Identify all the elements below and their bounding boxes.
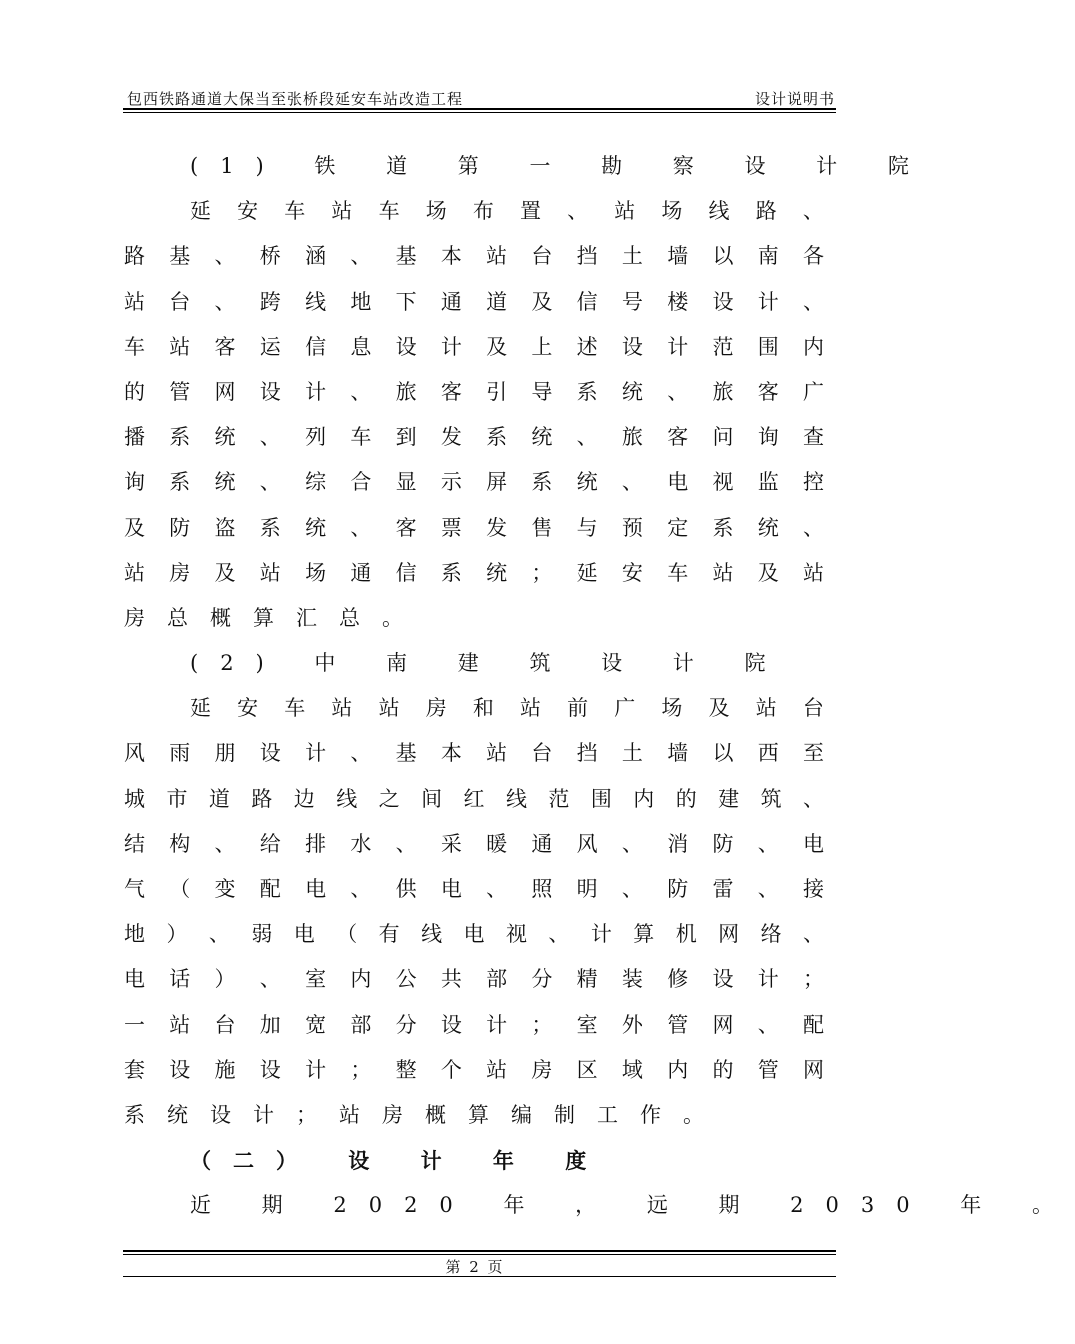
text-line-content: (1) 铁 道 第 一 勘 察 设 计 院 bbox=[190, 154, 931, 178]
text-line bbox=[124, 912, 824, 957]
text-line-content: 电 话 ） 、 室 内 公 共 部 分 精 装 修 设 计 ； bbox=[124, 967, 824, 992]
header-doc-type: 设计说明书 bbox=[754, 90, 835, 108]
text-line-content: 路 基 、 桥 涵 、 基 本 站 台 挡 土 墙 以 南 各 bbox=[124, 244, 824, 269]
text-line-content: 询 系 统 、 综 合 显 示 屏 系 统 、 电 视 监 控 bbox=[124, 470, 824, 495]
text-line-content: 近 期 2020 年 ， 远 期 2030 年 。 bbox=[190, 1193, 1075, 1218]
text-line bbox=[124, 1138, 824, 1183]
text-line-content: 系统设计；站房概算编制工作。 bbox=[124, 1102, 726, 1127]
text-line bbox=[124, 325, 824, 370]
footer-rule-bottom bbox=[123, 1276, 836, 1277]
text-line-content: 结 构 、 给 排 水 、 采 暖 通 风 、 消 防 、 电 bbox=[124, 831, 824, 856]
text-line-content: 及 防 盗 系 统 、 客 票 发 售 与 预 定 系 统 、 bbox=[124, 515, 824, 540]
text-line bbox=[124, 415, 824, 460]
text-line-content: 的 管 网 设 计 、 旅 客 引 导 系 统 、 旅 客 广 bbox=[124, 379, 824, 404]
text-line bbox=[124, 957, 824, 1002]
text-line bbox=[124, 867, 824, 912]
text-line-content: 套 设 施 设 计 ； 整 个 站 房 区 域 内 的 管 网 bbox=[124, 1057, 824, 1082]
text-line bbox=[124, 506, 824, 551]
text-line-content: 播 系 统 、 列 车 到 发 系 统 、 旅 客 问 询 查 bbox=[124, 425, 824, 450]
header-rule bbox=[123, 108, 836, 110]
page-number: 第 2 页 bbox=[445, 1258, 505, 1276]
text-line bbox=[124, 234, 824, 279]
text-line bbox=[124, 551, 824, 596]
text-line bbox=[124, 596, 824, 641]
text-line bbox=[124, 1093, 824, 1138]
text-line bbox=[124, 460, 824, 505]
header-rule-thin bbox=[123, 112, 836, 113]
header-project-title: 包西铁路通道大保当至张桥段延安车站改造工程 bbox=[127, 90, 464, 108]
text-line bbox=[124, 189, 824, 234]
text-line-content: 城 市 道 路 边 线 之 间 红 线 范 围 内 的 建 筑 、 bbox=[124, 786, 824, 811]
text-line-content: 站 房 及 站 场 通 信 系 统 ； 延 安 车 站 及 站 bbox=[124, 560, 824, 585]
text-line-content: （二） 设 计 年 度 bbox=[190, 1148, 609, 1174]
text-line bbox=[124, 641, 824, 686]
footer-rule-thin bbox=[123, 1254, 836, 1255]
text-line-content: 房总概算汇总。 bbox=[124, 605, 425, 630]
body-text bbox=[124, 144, 1075, 1229]
text-line-content: 车 站 客 运 信 息 设 计 及 上 述 设 计 范 围 内 bbox=[124, 334, 824, 359]
text-line-content: 站 台 、 跨 线 地 下 通 道 及 信 号 楼 设 计 、 bbox=[124, 289, 824, 314]
text-line-content: 一 站 台 加 宽 部 分 设 计 ； 室 外 管 网 、 配 bbox=[124, 1012, 824, 1037]
text-line bbox=[124, 731, 824, 776]
text-line-content: 延 安 车 站 车 场 布 置 、 站 场 线 路 、 bbox=[190, 199, 824, 224]
text-line-content: (2) 中 南 建 筑 设 计 院 bbox=[190, 651, 788, 676]
text-line bbox=[124, 1048, 824, 1093]
footer-rule bbox=[123, 1250, 836, 1252]
text-line bbox=[124, 777, 824, 822]
text-line bbox=[124, 280, 824, 325]
text-line-content: 气 （ 变 配 电 、 供 电 、 照 明 、 防 雷 、 接 bbox=[124, 877, 824, 901]
text-line bbox=[124, 144, 931, 189]
text-line-content: 延 安 车 站 站 房 和 站 前 广 场 及 站 台 bbox=[190, 696, 824, 721]
text-line bbox=[124, 370, 824, 415]
text-line-content: 地 ） 、 弱 电 （ 有 线 电 视 、 计 算 机 网 络 、 bbox=[124, 922, 824, 947]
text-line bbox=[124, 822, 824, 867]
text-line-content: 风 雨 朋 设 计 、 基 本 站 台 挡 土 墙 以 西 至 bbox=[124, 741, 824, 766]
text-line bbox=[124, 1003, 824, 1048]
text-line bbox=[124, 1183, 1075, 1228]
text-line bbox=[124, 686, 824, 731]
